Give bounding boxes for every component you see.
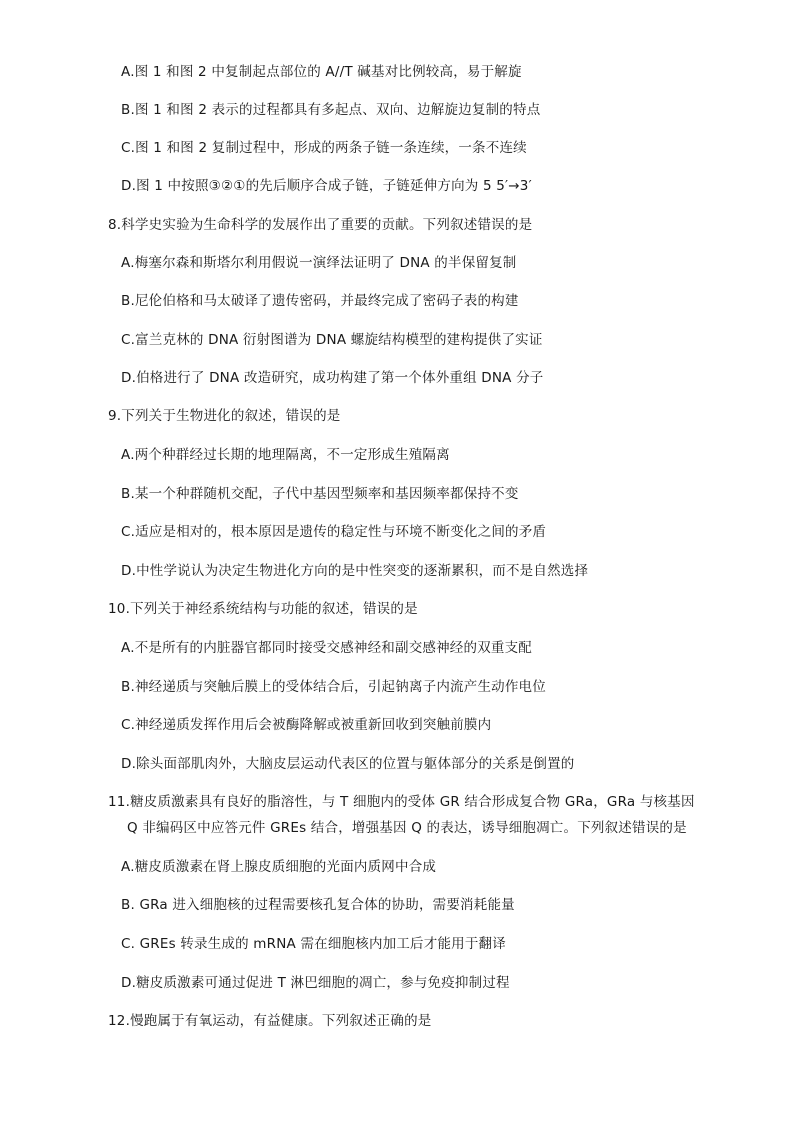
- q11-option-a: A.糖皮质激素在肾上腺皮质细胞的光面内质网中合成: [121, 859, 437, 875]
- question-8: 8.科学史实验为生命科学的发展作出了重要的贡献。下列叙述错误的是: [108, 217, 533, 233]
- q9-option-d: D.中性学说认为决定生物进化方向的是中性突变的逐渐累积，而不是自然选择: [121, 563, 589, 579]
- question-12: 12.慢跑属于有氧运动，有益健康。下列叙述正确的是: [108, 1013, 432, 1029]
- q7-option-b: B.图 1 和图 2 表示的过程都具有多起点、双向、边解旋边复制的特点: [121, 102, 541, 118]
- q10-option-b: B.神经递质与突触后膜上的受体结合后，引起钠离子内流产生动作电位: [121, 679, 546, 695]
- q10-option-c: C.神经递质发挥作用后会被酶降解或被重新回收到突触前膜内: [121, 717, 492, 733]
- q9-option-c: C.适应是相对的，根本原因是遗传的稳定性与环境不断变化之间的矛盾: [121, 524, 547, 540]
- q7-option-d: D.图 1 中按照③②①的先后顺序合成子链，子链延伸方向为 5 5′→3′: [121, 178, 532, 194]
- q8-option-c: C.富兰克林的 DNA 衍射图谱为 DNA 螺旋结构模型的建构提供了实证: [121, 332, 543, 348]
- q9-option-b: B.某一个种群随机交配，子代中基因型频率和基因频率都保持不变: [121, 486, 519, 502]
- q9-option-a: A.两个种群经过长期的地理隔离，不一定形成生殖隔离: [121, 447, 450, 463]
- q7-option-a: A.图 1 和图 2 中复制起点部位的 A//T 碱基对比例较高，易于解旋: [121, 64, 522, 80]
- q11-option-b: B. GRa 进入细胞核的过程需要核孔复合体的协助，需要消耗能量: [121, 897, 515, 913]
- q8-option-a: A.梅塞尔森和斯塔尔利用假说一演绎法证明了 DNA 的半保留复制: [121, 255, 517, 271]
- question-9: 9.下列关于生物进化的叙述，错误的是: [108, 408, 341, 424]
- question-11-continued: Q 非编码区中应答元件 GREs 结合，增强基因 Q 的表达，诱导细胞凋亡。下列叙述错误的是: [127, 820, 687, 836]
- q11-option-c: C. GREs 转录生成的 mRNA 需在细胞核内加工后才能用于翻译: [121, 936, 506, 952]
- q8-option-d: D.伯格进行了 DNA 改造研究，成功构建了第一个体外重组 DNA 分子: [121, 370, 544, 386]
- q8-option-b: B.尼伦伯格和马太破译了遗传密码，并最终完成了密码子表的构建: [121, 293, 519, 309]
- question-11: 11.糖皮质激素具有良好的脂溶性，与 T 细胞内的受体 GR 结合形成复合物 GRa，GRa 与核基因: [108, 794, 695, 810]
- question-10: 10.下列关于神经系统结构与功能的叙述，错误的是: [108, 601, 418, 617]
- q11-option-d: D.糖皮质激素可通过促进 T 淋巴细胞的凋亡，参与免疫抑制过程: [121, 975, 510, 991]
- q10-option-a: A.不是所有的内脏器官都同时接受交感神经和副交感神经的双重支配: [121, 640, 532, 656]
- q10-option-d: D.除头面部肌肉外，大脑皮层运动代表区的位置与躯体部分的关系是倒置的: [121, 756, 575, 772]
- q7-option-c: C.图 1 和图 2 复制过程中，形成的两条子链一条连续，一条不连续: [121, 140, 527, 156]
